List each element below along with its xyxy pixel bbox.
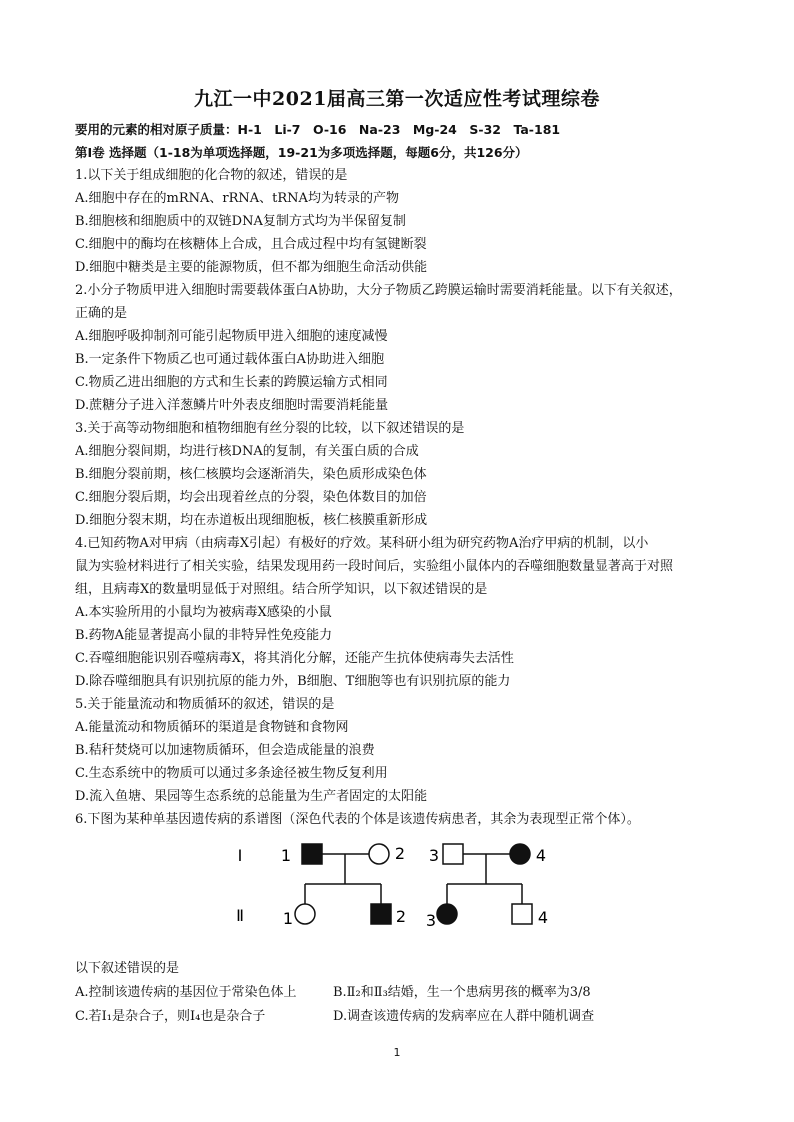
text-line: D.蔗糖分子进入洋葱鳞片叶外表皮细胞时需要消耗能量 xyxy=(75,398,389,413)
individual-label: 4 xyxy=(537,908,549,927)
normal-male-symbol xyxy=(443,844,463,864)
text-line: 2.小分子物质甲进入细胞时需要载体蛋白A协助，大分子物质乙跨膜运输时需要消耗能量。以下有关叙述， xyxy=(75,283,682,298)
atomic-masses-line: 要用的元素的相对原子质量：H-1 Li-7 O-16 Na-23 Mg-24 S-32 Ta-181 xyxy=(75,122,561,137)
normal-male-symbol xyxy=(512,904,532,924)
text-line: C.生态系统中的物质可以通过多条途径被生物反复利用 xyxy=(75,766,388,781)
text-line: C.物质乙进出细胞的方式和生长素的跨膜运输方式相同 xyxy=(75,375,388,390)
text-line: B.药物A能显著提高小鼠的非特异性免疫能力 xyxy=(75,628,333,643)
text-line: C.吞噬细胞能识别吞噬病毒X，将其消化分解，还能产生抗体使病毒失去活性 xyxy=(75,651,514,666)
option-c: C.若Ⅰ₁是杂合子，则Ⅰ₄也是杂合子 xyxy=(75,1009,266,1024)
affected-male-symbol xyxy=(371,904,391,924)
text-line: C.细胞分裂后期，均会出现着丝点的分裂，染色体数目的加倍 xyxy=(75,490,427,505)
text-line: 3.关于高等动物细胞和植物细胞有丝分裂的比较，以下叙述错误的是 xyxy=(75,421,465,436)
text-line: B.细胞核和细胞质中的双链DNA复制方式均为半保留复制 xyxy=(75,214,406,229)
individual-label: 3 xyxy=(425,911,437,930)
text-line: 5.关于能量流动和物质循环的叙述，错误的是 xyxy=(75,697,335,712)
text-line: 4.已知药物A对甲病（由病毒X引起）有极好的疗效。某科研小组为研究药物A治疗甲病的机制，以小 xyxy=(75,536,649,551)
text-line: C.细胞中的酶均在核糖体上合成，且合成过程中均有氢键断裂 xyxy=(75,237,427,252)
individual-label: 2 xyxy=(394,844,406,863)
text-line: D.除吞噬细胞具有识别抗原的能力外，B细胞、T细胞等也有识别抗原的能力 xyxy=(75,674,511,689)
question-6-options xyxy=(75,957,735,1029)
text-line: B.秸秆焚烧可以加速物质循环，但会造成能量的浪费 xyxy=(75,743,375,758)
affected-female-symbol xyxy=(437,904,457,924)
options-row xyxy=(75,1005,735,1029)
option-b: B.Ⅱ₂和Ⅱ₃结婚，生一个患病男孩的概率为3/8 xyxy=(333,985,591,1000)
generation-label: Ⅰ xyxy=(237,846,243,865)
text-line: A.细胞分裂间期，均进行核DNA的复制，有关蛋白质的合成 xyxy=(75,444,419,459)
exam-title: 九江一中2021届高三第一次适应性考试理综卷 xyxy=(194,88,600,110)
text-line: D.流入鱼塘、果园等生态系统的总能量为生产者固定的太阳能 xyxy=(75,789,428,804)
option-a: A.控制该遗传病的基因位于常染色体上 xyxy=(75,985,297,1000)
text-line: 1.以下关于组成细胞的化合物的叙述，错误的是 xyxy=(75,168,348,183)
text-line: A.细胞中存在的mRNA、rRNA、tRNA均为转录的产物 xyxy=(75,191,399,206)
individual-label: 1 xyxy=(280,846,292,865)
question-body xyxy=(75,118,735,831)
options-row xyxy=(75,981,735,1005)
individual-label: 4 xyxy=(535,846,547,865)
normal-female-symbol xyxy=(369,844,389,864)
page-number: 1 xyxy=(393,1046,401,1059)
generation-label: Ⅱ xyxy=(236,906,244,925)
section-header: 第Ⅰ卷 选择题（1-18为单项选择题，19-21为多项选择题，每题6分，共126分） xyxy=(75,145,528,160)
affected-male-symbol xyxy=(302,844,322,864)
individual-label: 2 xyxy=(395,907,407,926)
option-d: D.调查该遗传病的发病率应在人群中随机调查 xyxy=(333,1009,595,1024)
text-line: 鼠为实验材料进行了相关实验，结果发现用药一段时间后，实验组小鼠体内的吞噬细胞数量显著高于对照 xyxy=(75,559,674,574)
text-line: 组，且病毒X的数量明显低于对照组。结合所学知识，以下叙述错误的是 xyxy=(75,582,488,597)
text-line: B.细胞分裂前期，核仁核膜均会逐渐消失，染色质形成染色体 xyxy=(75,467,427,482)
text-line: A.本实验所用的小鼠均为被病毒X感染的小鼠 xyxy=(75,605,332,620)
text-line: 以下叙述错误的是 xyxy=(75,961,180,976)
text-line: 正确的是 xyxy=(75,306,128,321)
text-line: D.细胞中糖类是主要的能源物质，但不都为细胞生命活动供能 xyxy=(75,260,428,275)
individual-label: 3 xyxy=(428,846,440,865)
text-line: D.细胞分裂末期，均在赤道板出现细胞板，核仁核膜重新形成 xyxy=(75,513,428,528)
text-line: B.一定条件下物质乙也可通过载体蛋白A协助进入细胞 xyxy=(75,352,385,367)
text-line: A.能量流动和物质循环的渠道是食物链和食物网 xyxy=(75,720,349,735)
text-line: 6.下图为某种单基因遗传病的系谱图（深色代表的个体是该遗传病患者，其余为表现型正常个体）。 xyxy=(75,812,640,827)
pedigree-chart xyxy=(228,834,568,944)
normal-female-symbol xyxy=(295,904,315,924)
text-line: A.细胞呼吸抑制剂可能引起物质甲进入细胞的速度减慢 xyxy=(75,329,388,344)
affected-female-symbol xyxy=(510,844,530,864)
individual-label: 1 xyxy=(282,909,294,928)
